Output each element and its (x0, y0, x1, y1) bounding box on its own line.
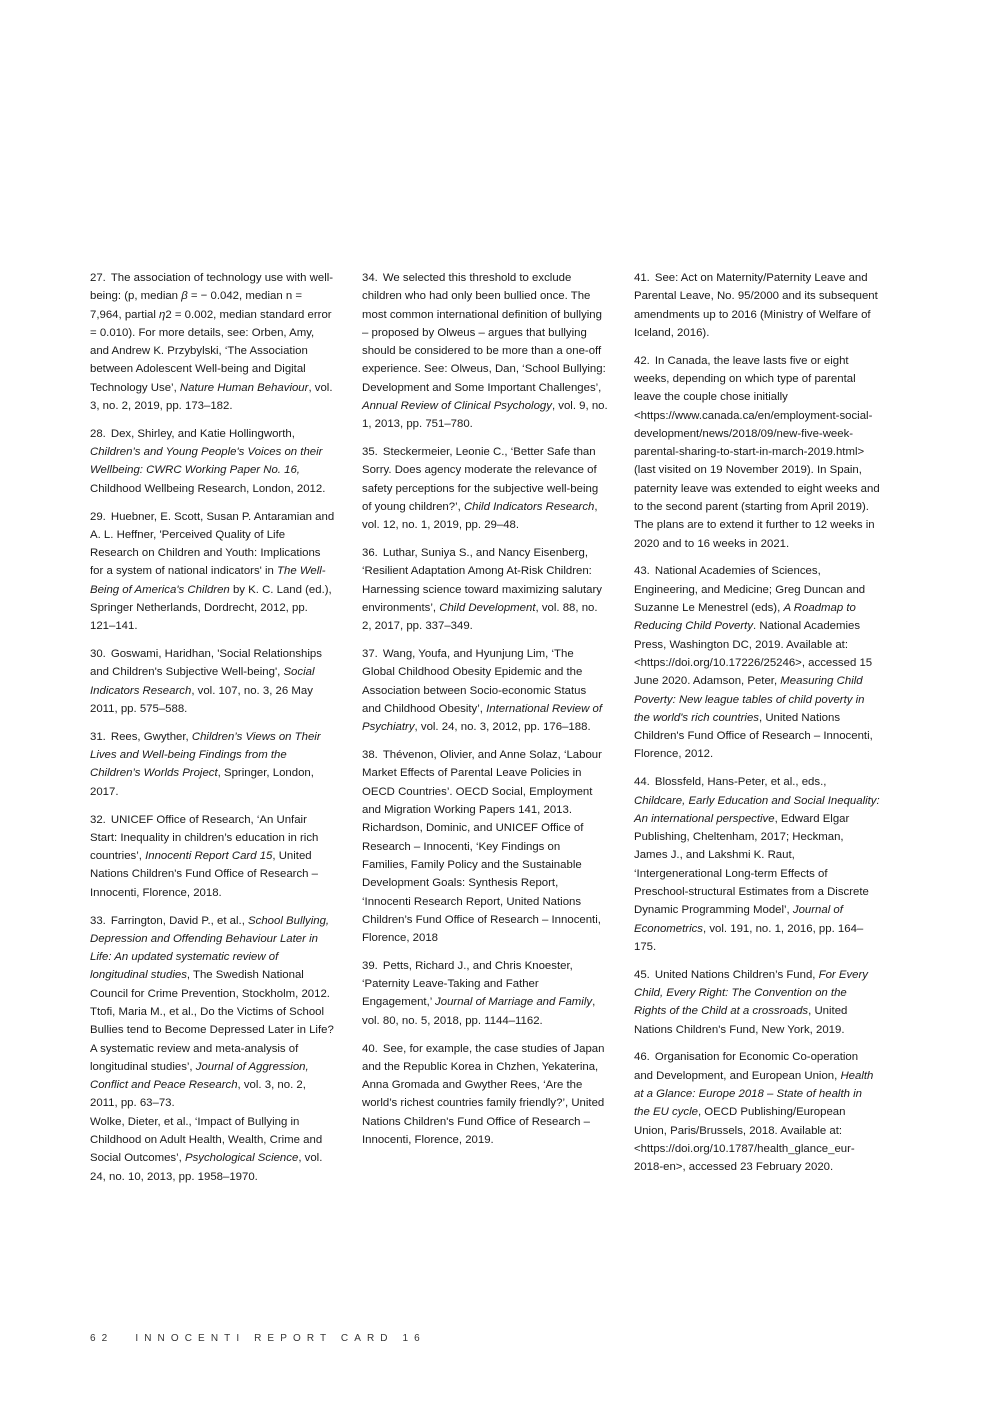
endnote-text: Wang, Youfa, and Hyunjung Lim, ‘The Global Childhood Obesity Epidemic and the Association between Socio-economic Status and Childhood Obesity’, (362, 648, 587, 716)
endnote-paragraph (634, 1048, 880, 1176)
endnote-text: Organisation for Economic Co-operation and Development, and European Union, (634, 1051, 859, 1082)
endnote-text: See: Act on Maternity/Paternity Leave and Parental Leave, No. 95/2000 and its subsequent amendments up to 2016 (Ministry of Welfare of Iceland, 2016). (634, 272, 878, 339)
page-footer (90, 1333, 426, 1344)
endnote-paragraph (634, 773, 880, 956)
page-number: 62 (90, 1333, 114, 1344)
endnote-title-italic: Annual Review of Clinical Psychology (362, 400, 552, 413)
endnote (90, 425, 336, 498)
endnote-text: Luthar, Suniya S., and Nancy Eisenberg, ‘Resilient Adaptation Among At-Risk Children: Harnessing science toward maximizing salutary environments’, (362, 547, 602, 615)
endnote-paragraph (362, 746, 608, 947)
endnote-text: , vol. 12, no. 1, 2019, pp. 29–48. (362, 501, 598, 532)
endnote-number: 35. (362, 446, 378, 459)
endnote-paragraph (90, 1113, 336, 1186)
endnote (362, 269, 608, 434)
endnote-number: 41. (634, 272, 650, 284)
endnote (362, 957, 608, 1030)
endnote-number: 32. (90, 813, 106, 826)
endnote-text: Huebner, E. Scott, Susan P. Antaramian and A. L. Heffner, 'Perceived Quality of Life Research on Children and Youth: Implications for a system of national indicators' in (90, 510, 335, 578)
endnote-number: 46. (634, 1051, 650, 1064)
endnote-number: 40. (362, 1042, 378, 1055)
endnote-text: Ttofi, Maria M., et al., Do the Victims of School Bullies tend to Become Depressed Later in Life? A systematic review and meta-analysis of longitudinal studies’, (90, 1005, 334, 1073)
endnote-paragraph (362, 269, 608, 434)
endnote-title-italic: Journal of Aggression, Conflict and Peace Research (90, 1060, 309, 1092)
endnote-text: , Edward Elgar Publishing, Cheltenham, 2017; Heckman, James J., and Lakshmi K. Raut, ‘Intergenerational Long-term Effects of Preschool-structural Estimates from a Discrete Dynamic Programming Model’, (634, 812, 869, 917)
endnote-number: 29. (90, 510, 106, 523)
endnote-text: by K. C. Land (ed.), Springer Netherlands, Dordrecht, 2012, pp. 121–141. (90, 583, 332, 633)
endnote-text: , vol. 3, no. 2, 2011, pp. 63–73. (90, 1079, 306, 1110)
endnote-text: Rees, Gwyther, (110, 730, 192, 743)
endnote-number: 28. (90, 427, 106, 440)
endnote-paragraph (90, 811, 336, 902)
endnote-paragraph (362, 957, 608, 1030)
endnote-paragraph (362, 544, 608, 635)
endnote-text: We selected this threshold to exclude children who had only been bullied once. The most common international definition of bullying – proposed by Olweus – argues that bullying should be considered to be more than a one-off experience. See: Olweus, Dan, ‘School Bullying: Development and Some Important Challenges’, (362, 272, 606, 394)
endnote (634, 966, 880, 1039)
endnote-title-italic: β (181, 290, 188, 303)
endnote-text: 2 = 0.002, median standard error = 0.010). For more details, see: Orben, Amy, and Andrew K. Przybylski, ‘The Association between Adolescent Well-being and Digital Technology Use’, (90, 308, 332, 394)
endnote-text: Childhood Wellbeing Research, London, 2012. (90, 482, 326, 495)
endnote-title-italic: Children’s Views on Their Lives and Well-being Findings from the Children’s Worlds Project (90, 730, 321, 780)
endnote-paragraph (362, 443, 608, 534)
endnote-title-italic: Measuring Child Poverty: New league tables of child poverty in the world's rich countries (634, 675, 865, 724)
endnote-title-italic: For Every Child, Every Right: The Convention on the Rights of the Child at a crossroads (634, 968, 868, 1018)
endnote-number: 30. (90, 648, 106, 661)
endnote-paragraph (90, 645, 336, 718)
endnote (90, 912, 336, 1186)
endnote-text: . National Academies Press, Washington DC, 2019. Available at: <https://doi.org/10.17226/25246>, accessed 15 June 2020. Adamson, Peter, (634, 620, 873, 688)
endnote-paragraph (634, 966, 880, 1039)
endnote-text: Petts, Richard J., and Chris Knoester, ‘Paternity Leave-Taking and Father Engagement,’ (362, 959, 573, 1009)
endnote-number: 27. (90, 272, 106, 284)
endnote-paragraph (362, 645, 608, 736)
endnote-title-italic: Psychological Science (184, 1152, 299, 1165)
endnote-title-italic: Social Indicators Research (90, 666, 315, 697)
endnote-text: , OECD Publishing/European Union, Paris/Brussels, 2018. Available at: <https://doi.org/10.1787/health_glance_eur-2018-en>, accessed 23 February 2020. (634, 1106, 855, 1174)
endnote-title-italic: Health at a Glance: Europe 2018 – State of health in the EU cycle (634, 1069, 874, 1119)
endnote (634, 773, 880, 956)
publication-title: INNOCENTI REPORT CARD 16 (135, 1333, 426, 1344)
endnote-number: 31. (90, 730, 106, 743)
endnote (90, 269, 336, 415)
endnote-text: , vol. 9, no. 1, 2013, pp. 751–780. (362, 400, 608, 431)
endnote-text: UNICEF Office of Research, ‘An Unfair Start: Inequality in children’s education in rich countries’, (90, 813, 319, 863)
notes-column-1 (90, 269, 336, 1195)
notes-column-2 (362, 269, 608, 1159)
endnote-text: , vol. 24, no. 10, 2013, pp. 1958–1970. (90, 1152, 323, 1183)
endnote-number: 36. (362, 547, 378, 560)
endnote-text: Thévenon, Olivier, and Anne Solaz, ‘Labour Market Effects of Parental Leave Policies in OECD Countries’. OECD Social, Employment and Migration Working Papers 141, 2013. Richardson, Dominic, and UNICEF Office of Research – Innocenti, ‘Key Findings on Families, Family Policy and the Sustainable Development Goals: Synthesis Report, ‘Innocenti Research Report, United Nations Children’s Fund Office of Research – Innocenti, Florence, 2018 (362, 749, 602, 945)
endnote-paragraph (90, 269, 336, 415)
endnote-number: 44. (634, 776, 650, 789)
endnote (634, 562, 880, 763)
endnote-paragraph (90, 1003, 336, 1113)
endnote (362, 1040, 608, 1150)
endnote-text: , vol. 3, no. 2, 2019, pp. 173–182. (90, 381, 333, 413)
endnote-text: Goswami, Haridhan, 'Social Relationships and Children's Subjective Well-being', (90, 648, 322, 679)
endnote-title-italic: Journal of Econometrics (634, 904, 843, 935)
endnote-title-italic: A Roadmap to Reducing Child Poverty (634, 602, 856, 633)
endnote-text: Blossfeld, Hans-Peter, et al., eds., (654, 776, 827, 789)
endnote-paragraph (362, 1040, 608, 1150)
endnote-paragraph (634, 562, 880, 763)
endnote-title-italic: Nature Human Behaviour (179, 381, 309, 394)
endnote-title-italic: Childcare, Early Education and Social Inequality: An international perspective (634, 794, 880, 825)
endnote (362, 544, 608, 635)
endnote-paragraph (90, 425, 336, 498)
endnote-number: 38. (362, 749, 378, 762)
endnote-paragraph (90, 508, 336, 636)
endnote-text: = − 0.042, median n = 7,964, partial (90, 290, 303, 321)
endnote (362, 443, 608, 534)
endnote-title-italic: The Well-Being of America's Children (90, 565, 326, 596)
endnote-text: United Nations Children’s Fund, (654, 968, 819, 981)
endnote-text: Farrington, David P., et al., (110, 914, 249, 927)
endnote-text: In Canada, the leave lasts five or eight weeks, depending on which type of parental leave the couple chose initially <https://www.canada.ca/en/employment-social-development/news/2018/09/new-five-week-parental-sharing-to-start-in-march-2019.html> (last visited on 19 November 2019). In Spain, paternity leave was extended to eight weeks and to the second parent (starting from April 2019). The plans are to extend it further to 12 weeks in 2020 and to 16 weeks in 2021. (634, 354, 880, 550)
endnote-number: 33. (90, 914, 106, 927)
endnote-number: 34. (362, 272, 378, 284)
endnote (90, 811, 336, 902)
endnote (90, 728, 336, 801)
endnote-text: , vol. 24, no. 3, 2012, pp. 176–188. (414, 721, 591, 734)
endnote-paragraph (634, 269, 880, 342)
endnote (634, 269, 880, 342)
endnote-title-italic: School Bullying, Depression and Offending Behaviour Later in Life: An updated systematic review of longitudinal studies (90, 914, 330, 982)
endnote-title-italic: International Review of Psychiatry (362, 703, 602, 734)
endnote-text: , United Nations Children's Fund Office of Research – Innocenti, Florence, 2018. (90, 850, 318, 899)
endnote-title-italic: Journal of Marriage and Family (435, 996, 593, 1009)
endnote-text: , vol. 191, no. 1, 2016, pp. 164–175. (634, 922, 864, 953)
endnote (362, 645, 608, 736)
notes-column-3 (634, 269, 880, 1186)
endnote-paragraph (90, 728, 336, 801)
endnote-text: , Springer, London, 2017. (90, 767, 314, 798)
endnote-text: Wolke, Dieter, et al., ‘Impact of Bullying in Childhood on Adult Health, Wealth, Crime and Social Outcomes’, (90, 1115, 323, 1165)
endnote-title-italic: Children’s and Young People's Voices on their Wellbeing: CWRC Working Paper No. 16, (90, 446, 323, 477)
endnote-text: , The Swedish National Council for Crime Prevention, Stockholm, 2012. (90, 969, 330, 1000)
endnote-title-italic: Innocenti Report Card 15 (145, 850, 273, 863)
endnote (90, 645, 336, 718)
endnote-text: , vol. 88, no. 2, 2017, pp. 337–349. (362, 602, 598, 633)
endnote-text: The association of technology use with well-being: (p, median (90, 272, 334, 303)
endnote-text: , United Nations Children's Fund Office of Research – Innocenti, Florence, 2012. (634, 711, 873, 761)
endnote-text: National Academies of Sciences, Engineering, and Medicine; Greg Duncan and Suzanne Le Menestrel (eds), (634, 565, 866, 615)
endnote (362, 746, 608, 947)
endnote-paragraph (634, 352, 880, 553)
endnote (634, 352, 880, 553)
endnote-title-italic: η (159, 308, 166, 321)
endnote-number: 43. (634, 565, 650, 578)
endnote-text: , vol. 107, no. 3, 26 May 2011, pp. 575–588. (90, 684, 313, 716)
endnote-text: , United Nations Children's Fund, New York, 2019. (634, 1005, 848, 1036)
endnote-title-italic: Child Indicators Research (463, 501, 595, 514)
endnote-text: , vol. 80, no. 5, 2018, pp. 1144–1162. (362, 996, 596, 1027)
endnote-number: 45. (634, 968, 650, 981)
endnote-title-italic: Child Development (439, 602, 536, 615)
endnote-number: 39. (362, 959, 378, 972)
endnote-number: 42. (634, 354, 650, 367)
endnote (90, 508, 336, 636)
endnote-text: Dex, Shirley, and Katie Hollingworth, (110, 427, 295, 440)
endnote-paragraph (90, 912, 336, 1003)
endnote-number: 37. (362, 648, 378, 661)
endnote-text: See, for example, the case studies of Japan and the Republic Korea in Chzhen, Yekaterina, Anna Gromada and Gwyther Rees, ‘Are the world’s richest countries family friendly?’, United Nations Children's Fund Office of Research – Innocenti, Florence, 2019. (362, 1042, 605, 1147)
endnote-text: Steckermeier, Leonie C., ‘Better Safe than Sorry. Does agency moderate the relevance of safety perceptions for the subjective well-being of young children?’, (362, 446, 599, 514)
endnote (634, 1048, 880, 1176)
